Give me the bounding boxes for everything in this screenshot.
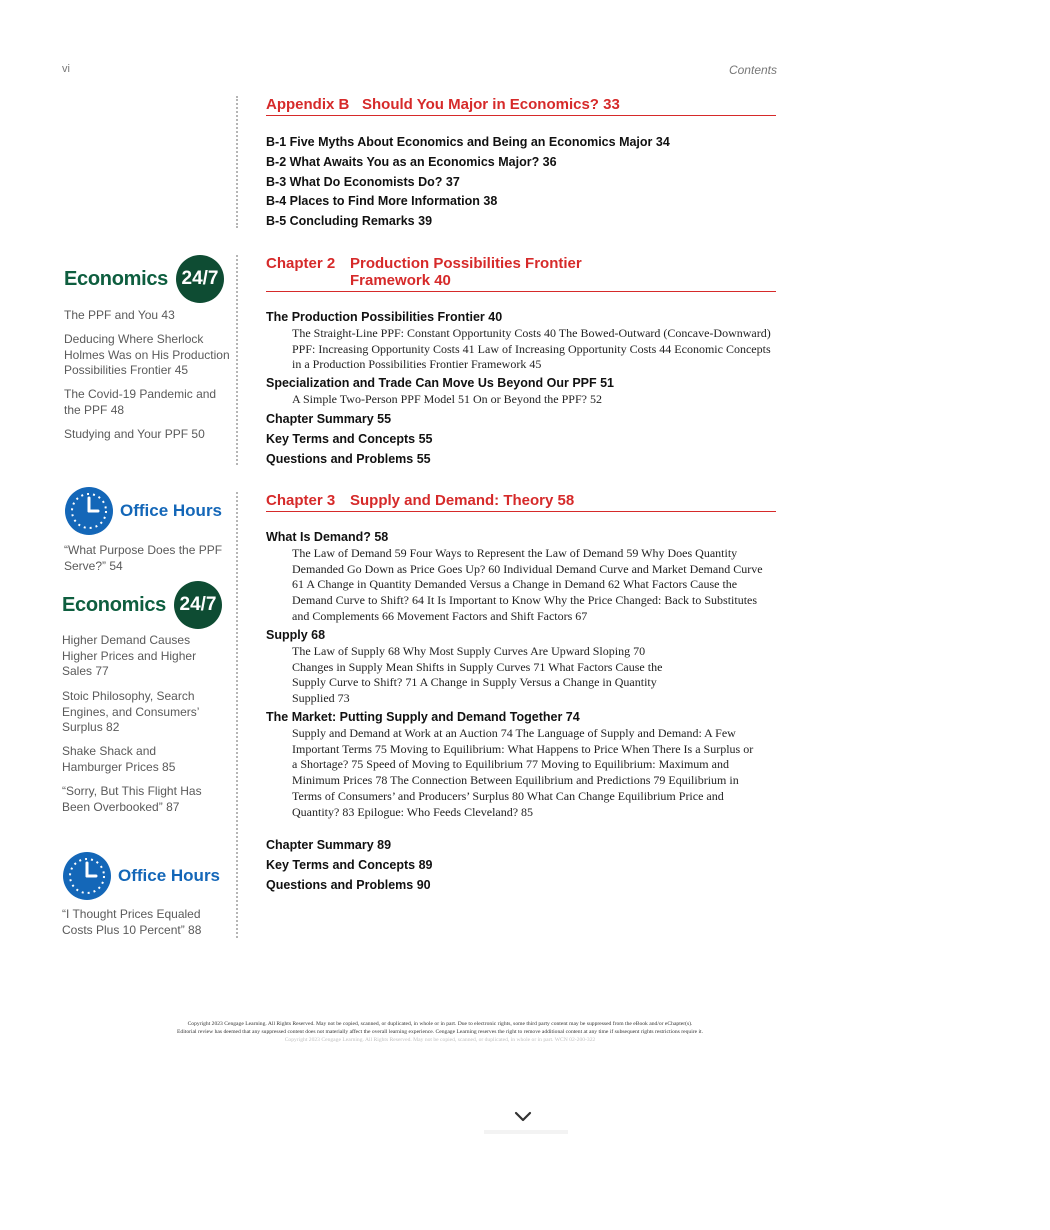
toc-entry[interactable]: B-5 Concluding Remarks 39 (266, 214, 433, 228)
office-hours-badge (64, 486, 222, 536)
toc-entry[interactable]: B-4 Places to Find More Information 38 (266, 194, 498, 208)
office-hours-label: Office Hours (120, 501, 223, 520)
sidebar-item: The Covid-19 Pandemic and the PPF 48 (64, 387, 217, 417)
toc-section[interactable]: Questions and Problems 55 (266, 452, 431, 466)
toc-entry[interactable]: B-2 What Awaits You as an Economics Major? 36 (266, 155, 557, 169)
chapter-title-line: Production Possibilities Frontier (350, 255, 582, 272)
toc-section[interactable]: Supply 68 (266, 628, 326, 642)
toc-subsections: Supply and Demand at Work at an Auction 74 The Language of Supply and Demand: A Few Important Terms 75 Moving to Equilibrium: What Happens to Price When There Is a Surplus or a Shortage? 75 Speed of Moving to Equilibrium 77 Moving to Equilibrium: Maximum and Minimum Prices 78 The Connection Between Equilibrium and Predictions 79 Equilibrium in Terms of Consumers’ and Producers’ Surplus 80 What Can Change Equilibrium Price and Quantity? 83 Epilogue: Who Feeds Cleveland? 85 (292, 726, 754, 819)
column-divider (236, 492, 238, 938)
sidebar-item: “What Purpose Does the PPF Serve?” 54 (64, 543, 223, 573)
sidebar-item: Higher Demand Causes Higher Prices and Higher Sales 77 (62, 633, 197, 678)
toc-subsections: A Simple Two-Person PPF Model 51 On or Beyond the PPF? 52 (292, 392, 602, 406)
toc-section[interactable]: Key Terms and Concepts 55 (266, 432, 433, 446)
toc-subsections: The Law of Supply 68 Why Most Supply Curves Are Upward Sloping 70 Changes in Supply Mean Shifts in Supply Curves 71 What Factors Cause the Supply Curve to Shift? 71 A Change in Supply Versus a Change in Quantity Supplied 73 (292, 644, 663, 706)
copyright-line: Editorial review has deemed that any suppressed content does not materially affect the overall learning experience. Cengage Learning reserves the right to remove additional content at any time if subsequent rights restrictions require it. (177, 1029, 703, 1035)
sidebar-item: Deducing Where Sherlock Holmes Was on His Production Possibilities Frontier 45 (64, 332, 230, 377)
toc-section[interactable]: The Market: Putting Supply and Demand Together 74 (266, 710, 580, 724)
column-divider (236, 96, 238, 228)
sidebar-item: Studying and Your PPF 50 (64, 427, 205, 441)
economics-24-7-badge (64, 255, 224, 303)
appendix-title: Should You Major in Economics? 33 (362, 96, 620, 113)
toc-entry[interactable]: B-1 Five Myths About Economics and Being an Economics Major 34 (266, 135, 670, 149)
sidebar-item: Shake Shack and Hamburger Prices 85 (62, 744, 176, 774)
office-hours-badge (62, 851, 220, 901)
chapter-title: Supply and Demand: Theory 58 (350, 492, 575, 509)
chapter-label: Chapter 2 (266, 255, 336, 272)
toc-subsections: The Law of Demand 59 Four Ways to Represent the Law of Demand 59 Why Does Quantity Demanded Go Down as Price Goes Up? 60 Individual Demand Curve and Market Demand Curve 61 A Change in Quantity Demanded Versus a Change in Demand 62 What Factors Cause the Demand Curve to Shift? 64 It Is Important to Know Why the Price Changed: Back to Substitutes and Complements 66 Movement Factors and Shift Factors 67 (292, 546, 763, 623)
toc-entry[interactable]: B-3 What Do Economists Do? 37 (266, 175, 460, 189)
badge-24-7: 24/7 (174, 581, 222, 629)
toc-section[interactable]: What Is Demand? 58 (266, 530, 389, 544)
copyright-line: Copyright 2023 Cengage Learning. All Rights Reserved. May not be copied, scanned, or duplicated, in whole or in part. Due to electronic rights, some third party content may be suppressed from the eBook and/or eChapter(s). (187, 1021, 693, 1027)
sidebar-item: “I Thought Prices Equaled Costs Plus 10 Percent” 88 (62, 907, 202, 937)
toc-section[interactable]: The Production Possibilities Frontier 40 (266, 310, 503, 324)
running-head: Contents (728, 63, 777, 77)
appendix-label: Appendix B (266, 96, 350, 113)
toc-subsections: The Straight-Line PPF: Constant Opportunity Costs 40 The Bowed-Outward (Concave-Downward) PPF: Increasing Opportunity Costs 41 Law of Increasing Opportunity Costs 44 Economic Concepts in a Production Possibilities Frontier Framework 45 (292, 326, 771, 372)
economics-label: Economics (62, 593, 166, 616)
clock-icon (62, 851, 112, 901)
office-hours-label: Office Hours (118, 866, 221, 885)
economics-label: Economics (64, 267, 168, 290)
chapter-3-heading (266, 492, 776, 512)
clock-icon (64, 486, 114, 536)
copyright-line: Copyright 2023 Cengage Learning. All Rights Reserved. May not be copied, scanned, or duplicated, in whole or in part. WCN 02-200-322 (284, 1037, 596, 1043)
toc-section[interactable]: Key Terms and Concepts 89 (266, 858, 433, 872)
chapter-title-line: Framework 40 (350, 272, 451, 289)
chapter-label: Chapter 3 (266, 492, 336, 509)
sidebar-item: The PPF and You 43 (64, 308, 175, 322)
chapter-2-heading (266, 255, 776, 292)
toc-section[interactable]: Questions and Problems 90 (266, 878, 431, 892)
toc-section[interactable]: Specialization and Trade Can Move Us Beyond Our PPF 51 (266, 376, 615, 390)
toc-section[interactable]: Chapter Summary 55 (266, 412, 392, 426)
badge-24-7: 24/7 (176, 255, 224, 303)
appendix-b-heading (266, 96, 776, 116)
sidebar-item: “Sorry, But This Flight Has Been Overbooked” 87 (62, 784, 202, 814)
toc-section[interactable]: Chapter Summary 89 (266, 838, 392, 852)
chevron-down-icon[interactable] (513, 1110, 533, 1124)
scroll-indicator (484, 1130, 568, 1134)
page-number: vi (62, 63, 70, 75)
column-divider (236, 255, 238, 465)
economics-24-7-badge (62, 581, 222, 629)
copyright-footer (100, 1020, 780, 1044)
sidebar-item: Stoic Philosophy, Search Engines, and Consumers’ Surplus 82 (62, 689, 199, 734)
